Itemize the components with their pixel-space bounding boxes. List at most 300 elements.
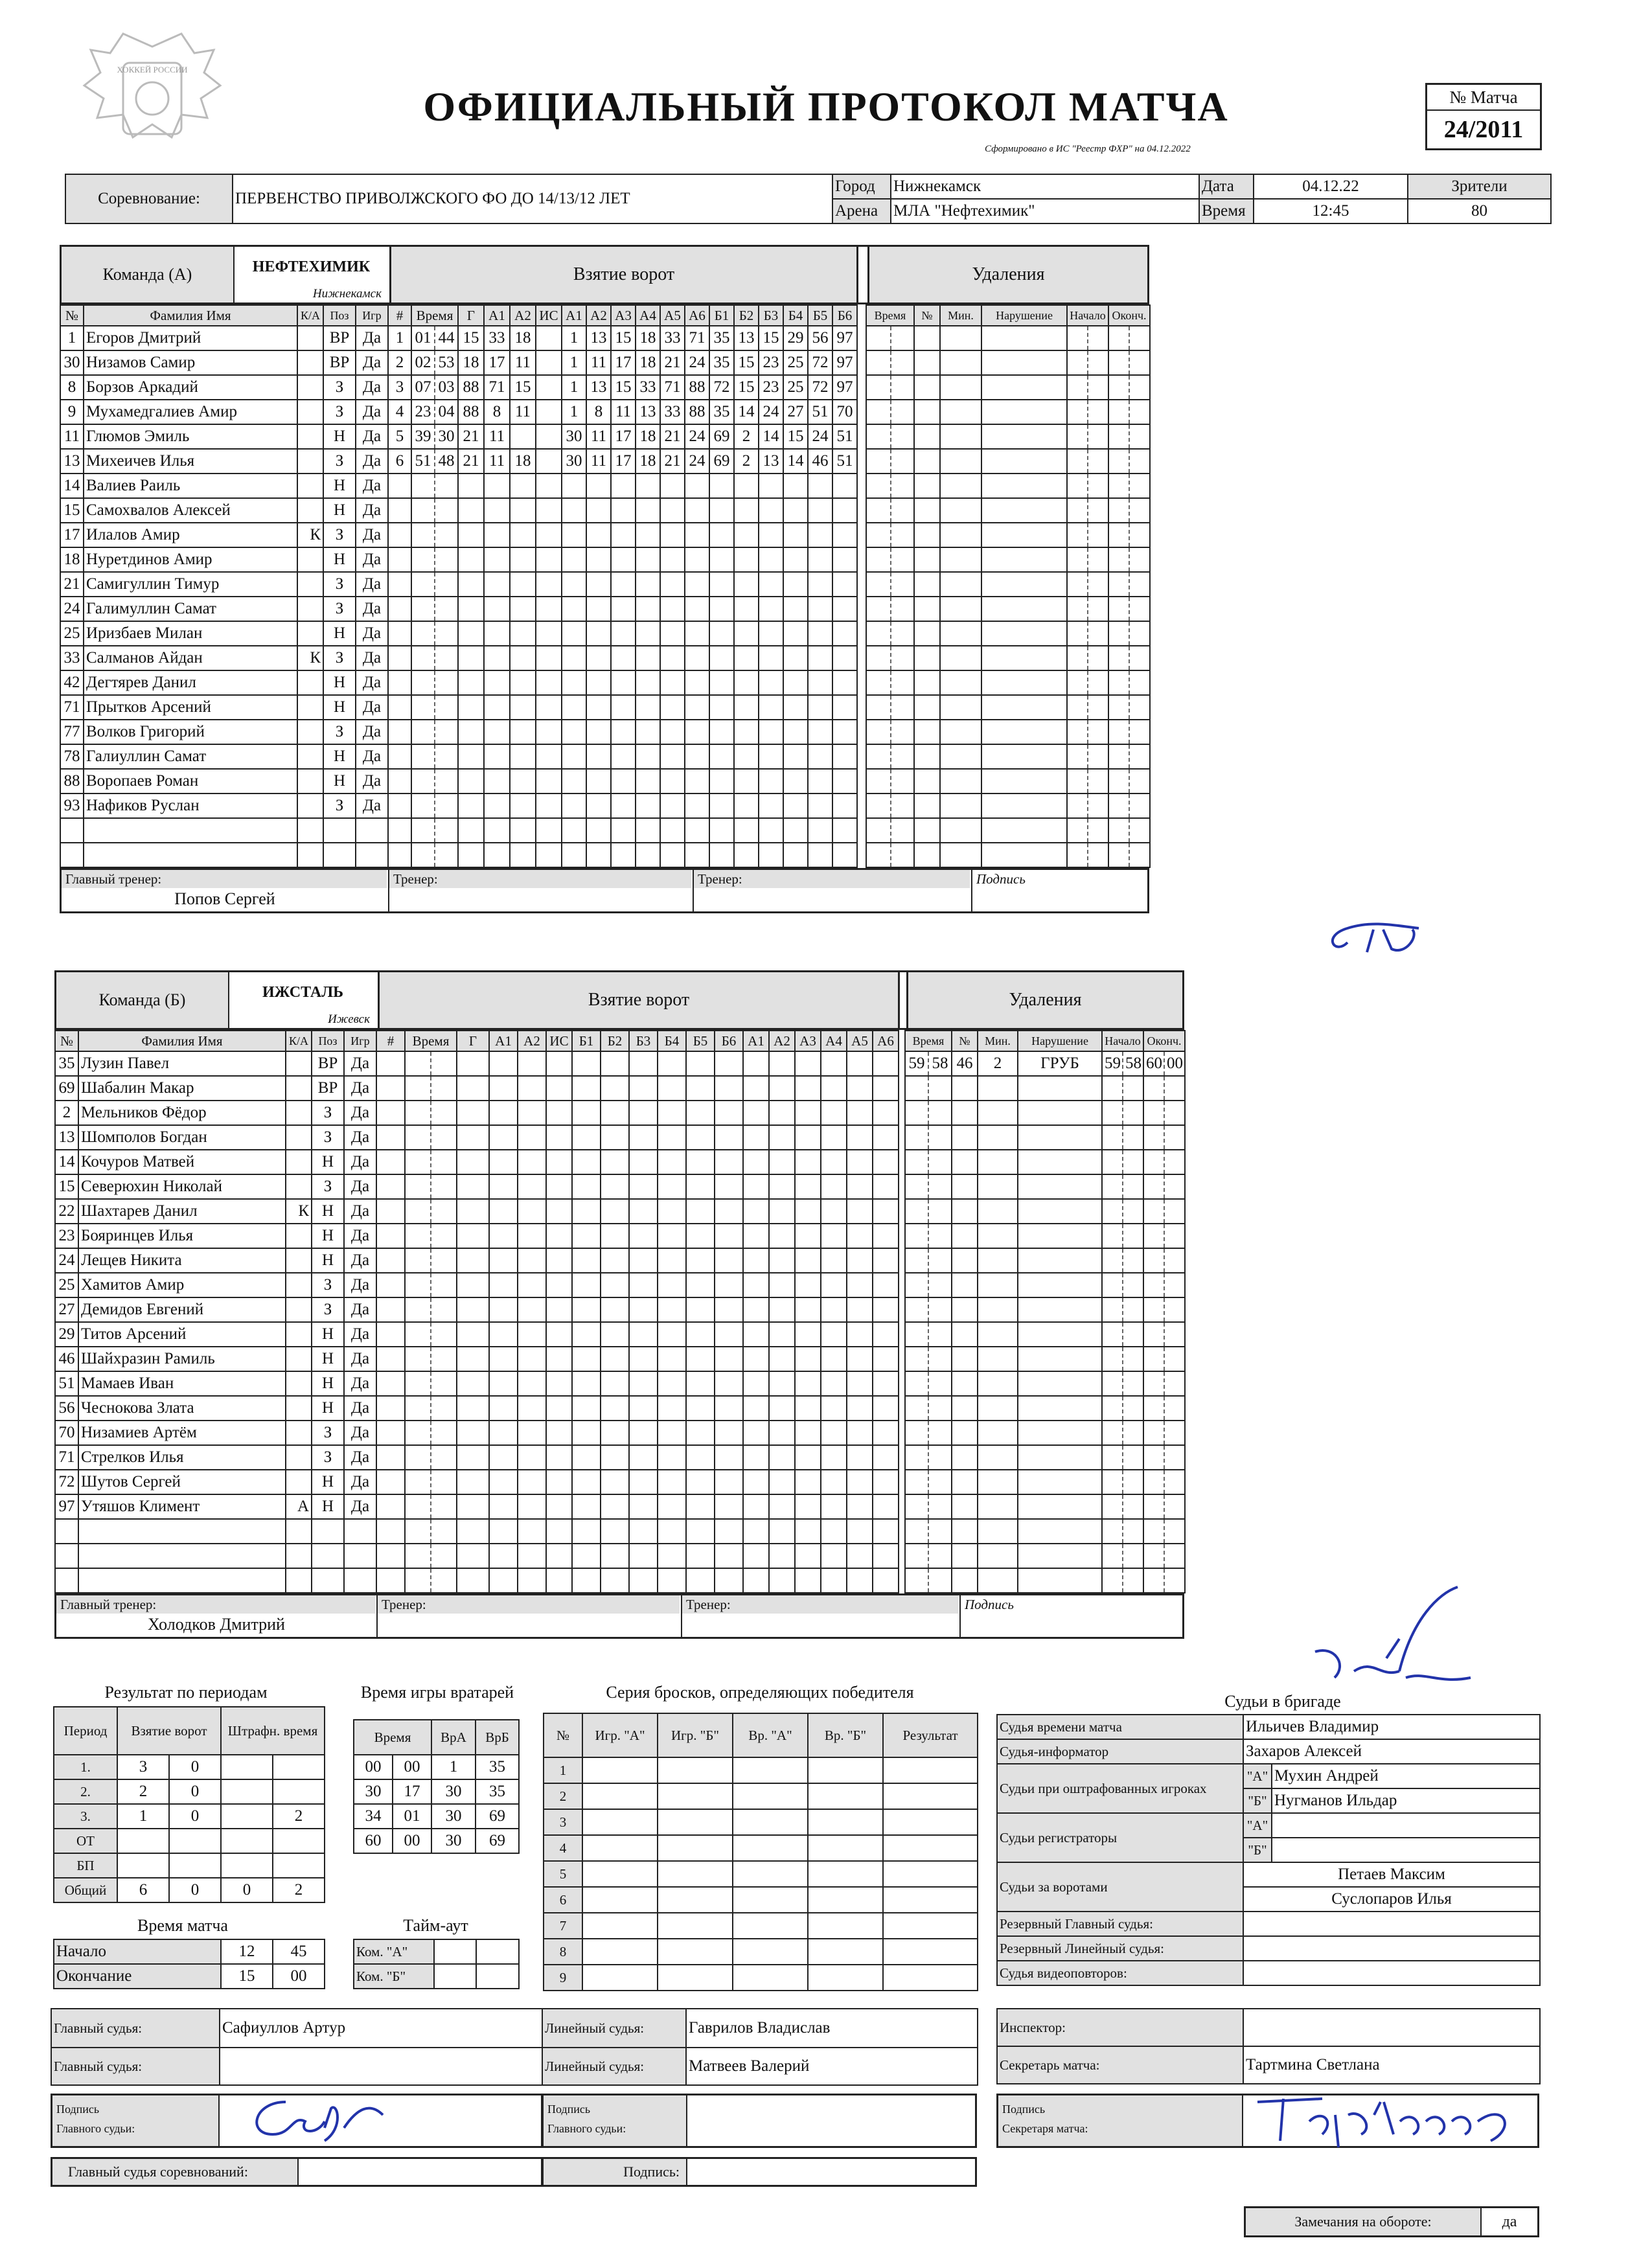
goal-on-ice	[636, 572, 660, 597]
goal-a1: 71	[484, 375, 510, 400]
match-start-label: Начало	[54, 1939, 221, 1964]
penalty-em	[1143, 1322, 1164, 1347]
goal-a2	[518, 1421, 546, 1445]
goal-on-ice	[709, 793, 734, 818]
player-ka	[297, 400, 323, 424]
goal-on-ice	[611, 769, 636, 793]
goal-on-ice	[847, 1519, 873, 1544]
penalty-no	[952, 1101, 978, 1125]
goal-is	[536, 424, 562, 449]
goal-on-ice	[572, 1248, 601, 1273]
shootout-cell	[733, 1783, 808, 1809]
player-ka	[297, 424, 323, 449]
goal-on-ice: 1	[562, 375, 586, 400]
goal-on-ice: 14	[734, 400, 759, 424]
goal-on-ice	[743, 1445, 769, 1470]
goal-on-ice	[743, 1273, 769, 1297]
goal-on-ice	[769, 1248, 795, 1273]
player-name	[84, 818, 297, 843]
period-ga	[117, 1853, 169, 1878]
goal-on-ice	[832, 793, 857, 818]
goal-on-ice	[734, 646, 759, 670]
goal-on-ice	[743, 1544, 769, 1568]
shootout-cell	[658, 1757, 733, 1783]
goal-on-ice	[660, 843, 685, 867]
penalty-bm	[1067, 400, 1088, 424]
registrar-a-tag: "А"	[1243, 1813, 1272, 1838]
penalty-foul	[1018, 1396, 1102, 1421]
goal-is	[546, 1396, 572, 1421]
goal-is	[546, 1347, 572, 1371]
col-penalty-5: Оконч.	[1143, 1031, 1185, 1051]
goal-judge-1: Петаев Максим	[1243, 1862, 1540, 1887]
shootout-cell	[658, 1835, 733, 1861]
goal-on-ice	[873, 1101, 899, 1125]
goal-on-ice	[658, 1125, 686, 1150]
penalty-foul	[981, 744, 1067, 769]
goal-on-ice	[586, 621, 611, 646]
goal-on-ice	[601, 1051, 629, 1076]
goal-a1	[484, 843, 510, 867]
goal-m	[411, 843, 435, 867]
goal-on-ice	[743, 1224, 769, 1248]
timeout-b-label: Ком. "Б"	[354, 1964, 434, 1989]
penalty-min	[940, 449, 981, 474]
goal-n: 2	[388, 350, 411, 375]
col-penalty-1: №	[952, 1031, 978, 1051]
goal-on-ice	[562, 523, 586, 547]
informer-label: Судья-информатор	[997, 1739, 1243, 1764]
goal-is	[536, 375, 562, 400]
head-coach-label: Главный тренер:	[62, 870, 387, 888]
goal-on-ice	[601, 1568, 629, 1593]
penalty-ts	[928, 1494, 952, 1519]
goal-n	[376, 1519, 405, 1544]
periods-col-goals: Взятие ворот	[117, 1707, 221, 1755]
goal-m	[411, 670, 435, 695]
player-name: Шомполов Богдан	[78, 1125, 286, 1150]
penalty-foul	[1018, 1150, 1102, 1174]
player-name: Шайхразин Рамиль	[78, 1347, 286, 1371]
player-name: Чеснокова Злата	[78, 1396, 286, 1421]
penalty-bs	[1123, 1125, 1143, 1150]
shootout-cell	[808, 1887, 883, 1913]
goal-on-ice	[601, 1248, 629, 1273]
goal-m	[405, 1199, 431, 1224]
goal-on-ice: 11	[611, 400, 636, 424]
penalty-min	[940, 523, 981, 547]
col-ka: К/А	[286, 1031, 312, 1051]
penalty-ts	[891, 670, 914, 695]
goal-g	[458, 818, 484, 843]
goal-is	[546, 1568, 572, 1593]
col-pos: Поз	[312, 1031, 344, 1051]
player-igr: Да	[356, 695, 388, 720]
goal-on-ice	[832, 621, 857, 646]
goal-on-ice	[685, 670, 709, 695]
goal-n	[388, 744, 411, 769]
goal-on-ice	[686, 1273, 715, 1297]
penalty-no	[914, 769, 940, 793]
period-p: ОТ	[54, 1829, 117, 1853]
shootout-row	[544, 1939, 978, 1965]
goal-on-ice	[759, 695, 783, 720]
penalty-es	[1129, 474, 1150, 498]
penalty-no	[952, 1494, 978, 1519]
period-ga: 6	[117, 1878, 169, 1902]
player-name: Нафиков Руслан	[84, 793, 297, 818]
penalty-ts	[928, 1519, 952, 1544]
penalty-no	[914, 744, 940, 769]
goal-n	[388, 695, 411, 720]
competition-label: Соревнование:	[65, 174, 233, 223]
goal-on-ice	[769, 1199, 795, 1224]
inspector-table	[996, 2008, 1541, 2084]
penalty-bm	[1102, 1174, 1123, 1199]
player-ka	[297, 572, 323, 597]
penalty-ts	[928, 1371, 952, 1396]
player-no: 13	[60, 449, 84, 474]
player-no: 24	[55, 1248, 78, 1273]
penalty-bs: 58	[1123, 1051, 1143, 1076]
player-no: 71	[60, 695, 84, 720]
goal-on-ice	[660, 720, 685, 744]
goalie-s: 01	[393, 1804, 431, 1829]
penalty-no	[952, 1273, 978, 1297]
team-city: Нижнекамск	[312, 287, 382, 301]
player-name: Шабалин Макар	[78, 1076, 286, 1101]
timekeeper-value: Ильичев Владимир	[1243, 1715, 1540, 1739]
goal-on-ice	[562, 793, 586, 818]
player-ka	[286, 1101, 312, 1125]
penalty-ts	[928, 1076, 952, 1101]
player-pos: З	[323, 646, 356, 670]
penalty-min	[940, 350, 981, 375]
penalty-bm	[1067, 597, 1088, 621]
goal-on-ice	[636, 646, 660, 670]
player-name: Хамитов Амир	[78, 1273, 286, 1297]
goal-on-ice	[769, 1076, 795, 1101]
shootout-cell	[808, 1939, 883, 1965]
penalty-em	[1108, 818, 1129, 843]
table-row	[55, 1199, 1185, 1224]
main-ref-label: Главный судья:	[51, 2009, 220, 2048]
goal-a2: 18	[510, 326, 536, 350]
penalty-ts: 58	[928, 1051, 952, 1076]
penalty-es	[1164, 1322, 1185, 1347]
goal-on-ice	[686, 1421, 715, 1445]
penalty-no	[952, 1519, 978, 1544]
player-name: Кочуров Матвей	[78, 1150, 286, 1174]
goal-on-ice	[686, 1396, 715, 1421]
penalty-min	[940, 670, 981, 695]
goal-on-ice	[709, 572, 734, 597]
goal-on-ice: 1	[562, 400, 586, 424]
goal-on-ice	[783, 646, 808, 670]
penalty-foul	[981, 424, 1067, 449]
penalty-bs	[1123, 1494, 1143, 1519]
main-ref-1: Сафиуллов Артур	[220, 2009, 542, 2048]
goal-on-ice	[832, 523, 857, 547]
penalty-no	[914, 523, 940, 547]
penalty-tm	[866, 597, 891, 621]
penalty-min	[940, 744, 981, 769]
goal-g	[458, 572, 484, 597]
player-igr: Да	[356, 670, 388, 695]
goal-on-ice	[586, 843, 611, 867]
goal-on-ice	[709, 597, 734, 621]
shootout-cell	[658, 1887, 733, 1913]
goal-is	[536, 621, 562, 646]
goal-on-ice	[821, 1076, 847, 1101]
goal-n: 4	[388, 400, 411, 424]
player-name: Самохвалов Алексей	[84, 498, 297, 523]
player-igr	[356, 843, 388, 867]
goal-on-ice	[636, 818, 660, 843]
goal-n	[388, 670, 411, 695]
goal-is	[546, 1544, 572, 1568]
goal-g: 88	[458, 400, 484, 424]
goal-is	[546, 1174, 572, 1199]
penalty-foul	[1018, 1322, 1102, 1347]
penalty-em	[1108, 769, 1129, 793]
goal-on-ice	[821, 1396, 847, 1421]
penalty-min	[940, 843, 981, 867]
penalty-min	[940, 375, 981, 400]
goal-on-ice: 24	[685, 350, 709, 375]
goal-on-ice	[743, 1199, 769, 1224]
goal-g	[457, 1544, 489, 1568]
goalie-a: 30	[431, 1804, 476, 1829]
penalty-em	[1143, 1371, 1164, 1396]
goal-a2	[510, 720, 536, 744]
goal-on-ice	[636, 695, 660, 720]
penalty-em	[1143, 1544, 1164, 1568]
penalty-bm	[1102, 1568, 1123, 1593]
shootout-cell	[582, 1835, 658, 1861]
goal-a1	[484, 793, 510, 818]
player-igr: Да	[356, 793, 388, 818]
goal-on-ice	[795, 1248, 821, 1273]
head-coach-name: Попов Сергей	[174, 889, 275, 908]
shootout-cell	[883, 1965, 978, 1991]
penalty-bs	[1123, 1101, 1143, 1125]
player-pos: З	[312, 1445, 344, 1470]
penalty-em	[1108, 424, 1129, 449]
goal-on-ice	[658, 1273, 686, 1297]
goal-on-ice	[847, 1297, 873, 1322]
goal-n	[376, 1125, 405, 1150]
player-no: 25	[60, 621, 84, 646]
goal-m: 51	[411, 449, 435, 474]
goal-s	[431, 1199, 457, 1224]
time-label: Время	[1199, 199, 1254, 223]
goal-a1	[484, 547, 510, 572]
goal-s	[435, 843, 458, 867]
goal-is	[546, 1150, 572, 1174]
player-igr: Да	[356, 523, 388, 547]
player-pos: Н	[323, 498, 356, 523]
goal-g	[457, 1248, 489, 1273]
col-pos: Поз	[323, 305, 356, 326]
goal-on-ice: 11	[586, 449, 611, 474]
player-pos: З	[312, 1125, 344, 1150]
penalty-bm	[1067, 843, 1088, 867]
goal-is	[546, 1199, 572, 1224]
goal-n	[388, 720, 411, 744]
penalty-tm	[905, 1101, 928, 1125]
goal-on-ice	[832, 843, 857, 867]
penalty-bm	[1067, 646, 1088, 670]
goal-on-ice	[629, 1199, 658, 1224]
goal-on-ice: 27	[783, 400, 808, 424]
shootout-cell	[883, 1783, 978, 1809]
goal-on-ice	[562, 646, 586, 670]
player-name: Низамиев Артём	[78, 1421, 286, 1445]
goalie-m: 00	[354, 1755, 393, 1779]
team-header	[54, 970, 1184, 1030]
goal-g	[457, 1347, 489, 1371]
penalty-ts	[891, 523, 914, 547]
table-row	[55, 1519, 1185, 1544]
goal-on-ice	[743, 1371, 769, 1396]
table-row	[55, 1224, 1185, 1248]
goal-on-ice	[847, 1421, 873, 1445]
goal-on-ice	[586, 474, 611, 498]
goal-on-ice	[795, 1371, 821, 1396]
goal-is	[546, 1273, 572, 1297]
penalty-min	[978, 1150, 1018, 1174]
goal-on-ice	[808, 474, 832, 498]
goal-is	[546, 1297, 572, 1322]
penalty-es	[1129, 449, 1150, 474]
penalty-tm	[866, 572, 891, 597]
shootout-cell	[808, 1965, 883, 1991]
goal-on-ice	[715, 1494, 743, 1519]
goal-s	[431, 1076, 457, 1101]
penalty-bm	[1067, 326, 1088, 350]
player-no: 13	[55, 1125, 78, 1150]
penalty-tm	[866, 350, 891, 375]
coach-a-signature	[1322, 917, 1438, 962]
player-igr: Да	[344, 1273, 376, 1297]
goal-on-ice	[601, 1322, 629, 1347]
goal-m	[405, 1371, 431, 1396]
col-igr: Игр	[356, 305, 388, 326]
goal-on-ice: 1	[562, 350, 586, 375]
goal-on-ice	[734, 670, 759, 695]
goal-a1	[489, 1224, 518, 1248]
goal-on-ice	[734, 818, 759, 843]
goal-is	[536, 818, 562, 843]
table-row	[55, 1174, 1185, 1199]
player-no: 25	[55, 1273, 78, 1297]
goal-on-ice	[795, 1347, 821, 1371]
penalty-em	[1143, 1568, 1164, 1593]
goal-on-ice	[636, 670, 660, 695]
period-row	[54, 1878, 325, 1902]
goal-on-ice	[601, 1519, 629, 1544]
penalty-min	[940, 498, 981, 523]
goal-on-ice	[586, 498, 611, 523]
penalty-bm	[1102, 1076, 1123, 1101]
goal-on-ice	[636, 498, 660, 523]
goal-on-ice	[808, 572, 832, 597]
shootout-row	[544, 1757, 978, 1783]
penalty-em	[1108, 547, 1129, 572]
shootout-cell	[658, 1965, 733, 1991]
goal-a2	[518, 1101, 546, 1125]
goal-on-ice: 51	[832, 424, 857, 449]
goal-n	[376, 1494, 405, 1519]
goal-on-ice	[660, 646, 685, 670]
penalty-foul	[1018, 1519, 1102, 1544]
goal-m	[405, 1101, 431, 1125]
penalty-bs	[1088, 449, 1108, 474]
goal-on-ice	[821, 1125, 847, 1150]
goal-g: 88	[458, 375, 484, 400]
table-row	[55, 1125, 1185, 1150]
goal-on-ice	[847, 1494, 873, 1519]
player-igr: Да	[344, 1101, 376, 1125]
penalty-min	[978, 1519, 1018, 1544]
player-igr: Да	[344, 1494, 376, 1519]
penalty-es	[1129, 375, 1150, 400]
penalty-no	[914, 498, 940, 523]
penalty-bm	[1102, 1347, 1123, 1371]
player-name: Самигуллин Тимур	[84, 572, 297, 597]
timekeeper-label: Судья времени матча	[997, 1715, 1243, 1739]
goal-g	[458, 547, 484, 572]
penalty-em	[1143, 1519, 1164, 1544]
goal-a2	[510, 424, 536, 449]
goal-a1	[489, 1470, 518, 1494]
table-row	[55, 1051, 1185, 1076]
goal-on-ice	[769, 1125, 795, 1150]
goal-on-ice	[715, 1199, 743, 1224]
col-goal-situation: ИС	[546, 1031, 572, 1051]
penalty-min	[940, 769, 981, 793]
reserve-main-label: Резервный Главный судья:	[997, 1912, 1243, 1936]
penalty-es	[1164, 1347, 1185, 1371]
penalty-bm	[1067, 523, 1088, 547]
penalty-em	[1108, 720, 1129, 744]
penalty-no	[914, 572, 940, 597]
penalty-tm	[866, 744, 891, 769]
penalty-foul	[981, 621, 1067, 646]
goal-s	[431, 1445, 457, 1470]
col-on-ice: Б1	[572, 1031, 601, 1051]
penalty-foul	[1018, 1174, 1102, 1199]
penalty-bs	[1088, 547, 1108, 572]
player-pos: З	[323, 597, 356, 621]
player-pos: З	[323, 375, 356, 400]
col-penalty-1: №	[914, 305, 940, 326]
penalty-em	[1108, 449, 1129, 474]
goal-on-ice	[759, 744, 783, 769]
goalie-col-time: Время	[354, 1720, 431, 1755]
penalty-no	[914, 350, 940, 375]
penalty-min	[978, 1544, 1018, 1568]
goal-a1	[489, 1396, 518, 1421]
penalty-tm	[866, 474, 891, 498]
goal-s	[431, 1174, 457, 1199]
penalty-no	[914, 646, 940, 670]
signature-label: Подпись	[976, 871, 1026, 887]
goal-a1	[489, 1125, 518, 1150]
timeout-a-label: Ком. "А"	[354, 1939, 434, 1964]
table-row	[55, 1248, 1185, 1273]
